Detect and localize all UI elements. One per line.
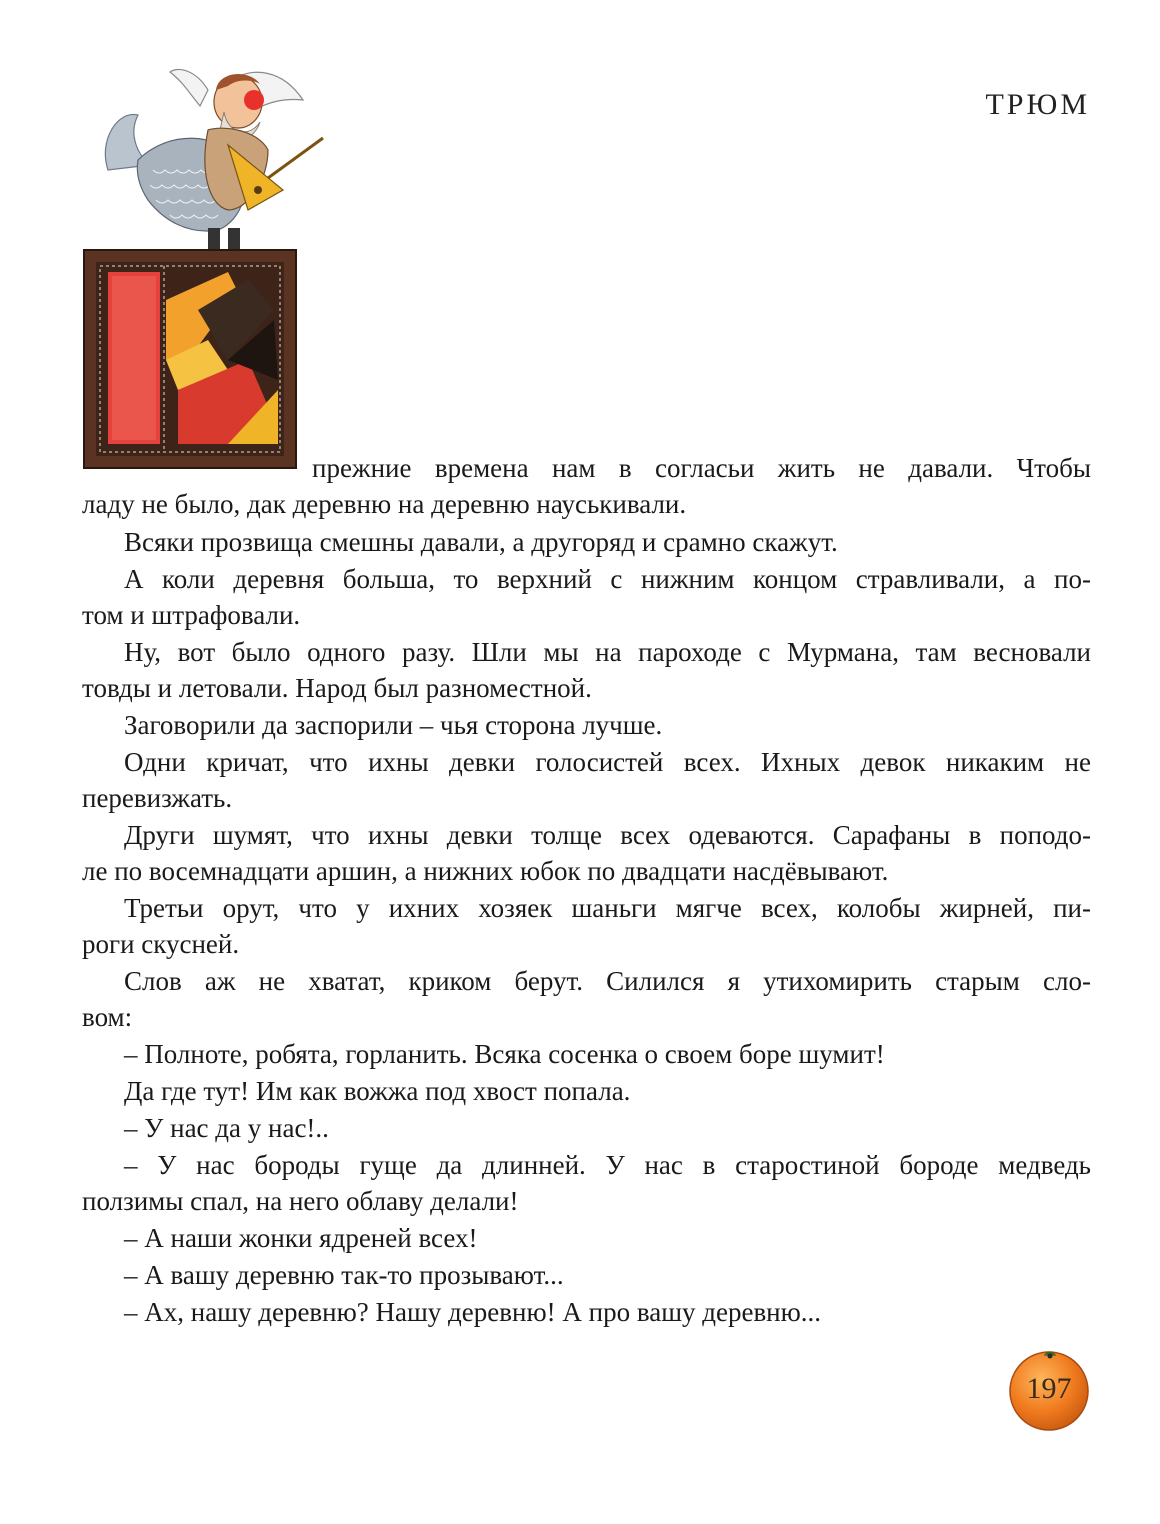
- patchwork-letter-icon: [84, 250, 296, 468]
- text-line: – У нас да у нас!..: [124, 1113, 329, 1143]
- drop-cap-illustration: [78, 60, 340, 474]
- text-line: Други шумят, что ихны девки толще всех одеваются. Сарафаны в поподо-: [124, 820, 1091, 850]
- text-line: Третьи орут, что у ихних хозяек шаньги мягче всех, колобы жирней, пи-: [124, 893, 1091, 923]
- text-line: том и штрафовали.: [82, 600, 301, 630]
- page-number: 197: [1026, 1372, 1072, 1405]
- text-line: Всяки прозвища смешны давали, а другоряд и срамно скажут.: [124, 527, 838, 557]
- text-line: вом:: [82, 1002, 133, 1032]
- text-line: Слов аж не хватат, криком берут. Силился я утихомирить старым сло-: [124, 966, 1091, 996]
- text-line: прежние времена нам в согласьи жить не давали. Чтобы: [312, 453, 1091, 483]
- text-line: ладу не было, дак деревню на деревню науськивали.: [82, 489, 687, 519]
- text-line: – А наши жонки ядреней всех!: [124, 1223, 478, 1253]
- text-line: ползимы спал, на него облаву делали!: [82, 1186, 519, 1216]
- text-line: роги скусней.: [82, 929, 240, 959]
- text-line: товды и летовали. Народ был разноместной.: [82, 673, 592, 703]
- text-line: перевизжать.: [82, 783, 233, 813]
- text-line: – Ах, нашу деревню? Нашу деревню! А про вашу деревню...: [124, 1297, 822, 1327]
- text-line: Заговорили да заспорили – чья сторона лучше.: [124, 710, 663, 740]
- text-line: Да где тут! Им как вожжа под хвост попала.: [124, 1076, 631, 1106]
- text-line: А коли деревня больша, то верхний с нижним концом стравливали, а по-: [124, 564, 1091, 594]
- text-line: – У нас бороды гуще да длинней. У нас в старостиной бороде медведь: [124, 1150, 1091, 1180]
- running-head: ТРЮМ: [985, 88, 1090, 121]
- text-line: Ну, вот было одного разу. Шли мы на пароходе с Мурмана, там весновали: [124, 637, 1091, 667]
- text-line: – А вашу деревню так-то прозывают...: [124, 1260, 564, 1290]
- text-line: Одни кричат, что ихны девки голосистей всех. Ихных девок никаким не: [124, 747, 1091, 777]
- text-line: ле по восемнадцати аршин, а нижних юбок по двадцати насдёвывают.: [82, 856, 889, 886]
- text-line: – Полноте, робята, горланить. Всяка сосенка о своем боре шумит!: [124, 1039, 885, 1069]
